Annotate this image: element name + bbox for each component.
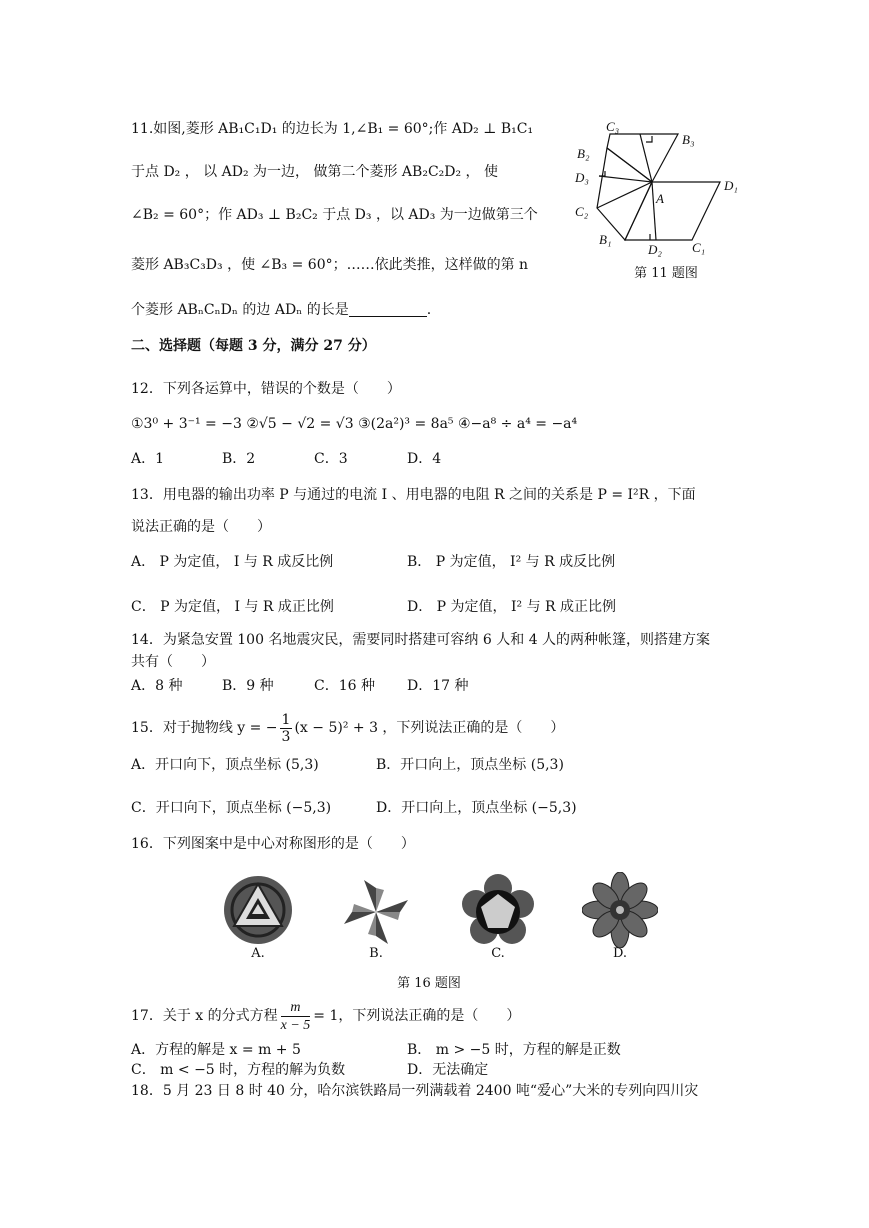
q14-option-d: D．17 种	[407, 678, 469, 694]
right-angle-mark-3	[646, 136, 652, 142]
pattern-d-label: D.	[612, 946, 628, 961]
pattern-a-label: A.	[251, 946, 265, 961]
pattern-b-label: B.	[369, 946, 383, 961]
q15-frac-den: 3	[281, 728, 291, 745]
q15-option-a: A．开口向下，顶点坐标 (5,3)	[131, 757, 319, 773]
label-b2: B₂	[577, 146, 590, 161]
q13-option-d: D． P 为定值， I² 与 R 成正比例	[407, 599, 617, 615]
q18-stem: 18．5 月 23 日 8 时 40 分，哈尔滨铁路局一列满载着 2400 吨“爱心”大米的专列向四川灾	[131, 1083, 699, 1099]
q12-option-d: D．4	[407, 451, 442, 467]
label-d2: D₂	[648, 242, 662, 257]
rhombus-3	[607, 134, 678, 182]
pattern-c	[462, 874, 534, 946]
q13-option-b: B． P 为定值， I² 与 R 成反比例	[407, 554, 616, 570]
q11-line3: ∠B₂ = 60°；作 AD₃ ⊥ B₂C₂ 于点 D₃ ，以 AD₃ 为一边做第三个	[131, 207, 538, 223]
label-b3: B₃	[682, 132, 695, 147]
q12-option-b: B．2	[222, 451, 256, 467]
q17-option-b: B． m > −5 时，方程的解是正数	[407, 1042, 621, 1058]
q11-line5	[131, 300, 431, 320]
label-d3: D₃	[575, 170, 589, 185]
q14-stem-line2: 共有（ ）	[131, 654, 215, 670]
q15-stem	[131, 710, 564, 746]
q11-figure-caption: 第 11 题图	[634, 266, 698, 281]
q17-option-a: A．方程的解是 x = m + 5	[131, 1042, 301, 1058]
q14-option-a: A．8 种	[131, 678, 183, 694]
q12-option-c: C．3	[314, 451, 348, 467]
q11-line4: 菱形 AB₃C₃D₃ ，使 ∠B₃ = 60°；……依此类推，这样做的第 n	[131, 257, 529, 273]
q11-line1: 11.如图,菱形 AB₁C₁D₁ 的边长为 1,∠B₁ = 60°;作 AD₂ ⊥ B₁C₁	[131, 121, 534, 137]
pattern-b	[340, 876, 412, 948]
q16-stem: 16．下列图案中是中心对称图形的是（ ）	[131, 836, 415, 852]
q15-option-d: D．开口向上，顶点坐标 (−5,3)	[376, 800, 577, 816]
pattern-a	[222, 874, 294, 946]
q15-fraction	[280, 712, 293, 745]
q14-option-c: C．16 种	[314, 678, 375, 694]
answer-blank	[349, 302, 427, 317]
q11-line5-end: .	[426, 302, 432, 318]
q15-frac-num: 1	[281, 711, 291, 728]
rhombus-1	[625, 182, 720, 240]
label-c2: C₂	[575, 204, 589, 219]
pattern-d	[582, 872, 658, 948]
q14-option-b: B．9 种	[222, 678, 274, 694]
q11-line5-text: 个菱形 ABₙCₙDₙ 的边 ADₙ 的长是	[131, 302, 349, 318]
label-b1: B₁	[599, 232, 612, 247]
q12-items: ①3⁰ + 3⁻¹ = −3 ②√5 − √2 = √3 ③(2a²)³ = 8a⁵ ④−a⁸ ÷ a⁴ = −a⁴	[131, 416, 578, 432]
q17-frac-num: m	[281, 999, 311, 1017]
q12-option-a: A．1	[131, 451, 165, 467]
q17-stem-post: = 1，下列说法正确的是（ ）	[313, 1008, 521, 1024]
q11-line2: 于点 D₂ ， 以 AD₂ 为一边， 做第二个菱形 AB₂C₂D₂ ， 使	[131, 164, 499, 180]
q17-option-c: C． m < −5 时，方程的解为负数	[131, 1062, 346, 1078]
q17-fraction	[281, 999, 311, 1034]
label-c1: C₁	[692, 240, 706, 255]
q13-stem-line2: 说法正确的是（ ）	[131, 519, 271, 535]
q17-frac-den: x − 5	[280, 1017, 311, 1033]
label-c3: C₃	[606, 119, 620, 134]
q13-stem-line1: 13．用电器的输出功率 P 与通过的电流 I 、用电器的电阻 R 之间的关系是 P = I²R ，下面	[131, 487, 696, 503]
q17-option-d: D．无法确定	[407, 1062, 489, 1078]
q15-stem-post: (x − 5)² + 3 ，下列说法正确的是（ ）	[294, 720, 565, 736]
q15-option-b: B．开口向上，顶点坐标 (5,3)	[376, 757, 564, 773]
segment-a-c2	[597, 182, 652, 208]
label-a: A	[656, 191, 664, 206]
q14-stem-line1: 14．为紧急安置 100 名地震灾民，需要同时搭建可容纳 6 人和 4 人的两种帐篷，则搭建方案	[131, 632, 711, 648]
rhombus-figure	[570, 118, 760, 268]
segment-a-d3	[599, 176, 652, 182]
q13-option-c: C． P 为定值， I 与 R 成正比例	[131, 599, 334, 615]
section-heading: 二、选择题（每题 3 分，满分 27 分）	[131, 338, 376, 354]
q13-option-a: A． P 为定值， I 与 R 成反比例	[131, 554, 334, 570]
pattern-c-label: C.	[491, 946, 505, 961]
q15-option-c: C．开口向下，顶点坐标 (−5,3)	[131, 800, 332, 816]
label-d1: D₁	[724, 178, 738, 193]
q16-figure-caption: 第 16 题图	[397, 976, 461, 991]
q17-stem-pre: 17．关于 x 的分式方程	[131, 1008, 278, 1024]
q17-stem	[131, 996, 520, 1036]
q12-stem: 12．下列各运算中，错误的个数是（ ）	[131, 381, 401, 397]
q15-stem-pre: 15．对于抛物线 y = −	[131, 720, 278, 736]
